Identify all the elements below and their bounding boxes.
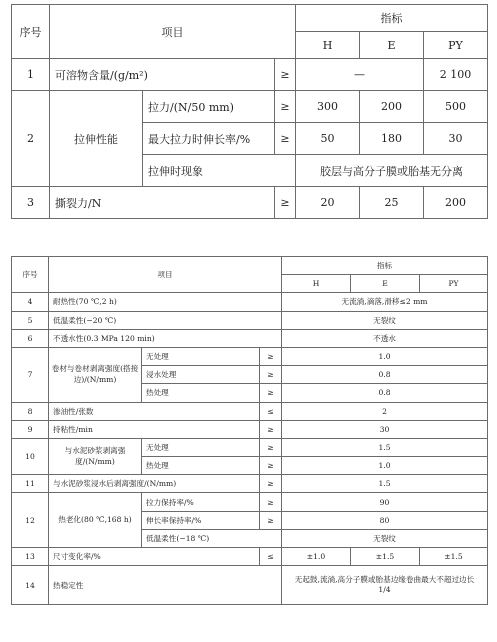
row-item: 热稳定性 xyxy=(49,566,282,605)
row-item: 拉力/(N/50 mm) xyxy=(143,91,275,123)
header-py: PY xyxy=(420,275,488,293)
row-no: 14 xyxy=(12,566,49,605)
row-value: 2 xyxy=(282,402,488,420)
row-item: 持粘性/min xyxy=(49,420,260,438)
row-item: 渗油性/张数 xyxy=(49,402,260,420)
row-item: 撕裂力/N xyxy=(50,187,275,219)
row-item: 伸长率保持率/% xyxy=(142,511,260,529)
row-item: 尺寸变化率/% xyxy=(49,548,260,566)
row-value-h: 20 xyxy=(296,187,360,219)
row-item: 热处理 xyxy=(142,457,260,475)
row-value-e: ±1.5 xyxy=(351,548,420,566)
header-no: 序号 xyxy=(12,257,49,293)
row-no: 10 xyxy=(12,438,49,474)
row-group: 热老化(80 ℃,168 h) xyxy=(49,493,142,548)
row-no: 8 xyxy=(12,402,49,420)
row-op: ≥ xyxy=(260,420,282,438)
row-no: 7 xyxy=(12,347,49,402)
row-value: 0.8 xyxy=(282,366,488,384)
row-item: 热处理 xyxy=(142,384,260,402)
row-value-h: ±1.0 xyxy=(282,548,351,566)
row-item: 低温柔性(−18 ℃) xyxy=(142,529,282,547)
row-item: 低温柔性(−20 ℃) xyxy=(49,311,282,329)
row-item: 不透水性(0.3 MPa 120 min) xyxy=(49,329,282,347)
row-item: 拉力保持率/% xyxy=(142,493,260,511)
row-value-e: 25 xyxy=(360,187,424,219)
row-item: 最大拉力时伸长率/% xyxy=(143,123,275,155)
row-no: 11 xyxy=(12,475,49,493)
row-value: 90 xyxy=(282,493,488,511)
row-value: 无裂纹 xyxy=(282,529,488,547)
row-item: 拉伸时现象 xyxy=(143,155,296,187)
row-value-py: 30 xyxy=(424,123,488,155)
row-value: 1.5 xyxy=(282,475,488,493)
row-no: 12 xyxy=(12,493,49,548)
row-op: ≥ xyxy=(275,123,296,155)
row-no: 2 xyxy=(12,91,50,187)
header-item: 项目 xyxy=(50,5,296,59)
row-value: 80 xyxy=(282,511,488,529)
row-value: 1.5 xyxy=(282,438,488,456)
row-no: 3 xyxy=(12,187,50,219)
row-op: ≥ xyxy=(260,438,282,456)
row-op: ≥ xyxy=(275,187,296,219)
header-e: E xyxy=(360,32,424,59)
row-value: 胶层与高分子膜或胎基无分离 xyxy=(296,155,488,187)
row-value: 0.8 xyxy=(282,384,488,402)
row-item: 无处理 xyxy=(142,438,260,456)
row-op: ≥ xyxy=(275,91,296,123)
row-value: 不透水 xyxy=(282,329,488,347)
row-no: 9 xyxy=(12,420,49,438)
row-group: 拉伸性能 xyxy=(50,91,143,187)
header-item: 项目 xyxy=(49,257,282,293)
row-value: 1.0 xyxy=(282,347,488,365)
row-item: 与水泥砂浆浸水后剥离强度/(N/mm) xyxy=(49,475,260,493)
row-value: 无裂纹 xyxy=(282,311,488,329)
header-h: H xyxy=(296,32,360,59)
physical-properties-table-2 xyxy=(11,256,488,605)
row-no: 6 xyxy=(12,329,49,347)
row-item: 耐热性(70 ℃,2 h) xyxy=(49,293,282,311)
row-item: 浸水处理 xyxy=(142,366,260,384)
row-value-py: 200 xyxy=(424,187,488,219)
row-no: 5 xyxy=(12,311,49,329)
row-no: 1 xyxy=(12,59,50,91)
row-op: ≥ xyxy=(260,493,282,511)
row-value-py: ±1.5 xyxy=(420,548,488,566)
row-op: ≥ xyxy=(275,59,296,91)
row-op: ≥ xyxy=(260,475,282,493)
row-group: 与水泥砂浆剥离强度/(N/mm) xyxy=(49,438,142,474)
row-value-e: 200 xyxy=(360,91,424,123)
header-no: 序号 xyxy=(12,5,50,59)
physical-properties-table-1 xyxy=(11,4,488,219)
row-value-h: 50 xyxy=(296,123,360,155)
row-value-h-e: — xyxy=(296,59,424,91)
row-value: 30 xyxy=(282,420,488,438)
row-op: ≤ xyxy=(260,548,282,566)
row-item: 可溶物含量/(g/m²) xyxy=(50,59,275,91)
row-value-py: 500 xyxy=(424,91,488,123)
row-value-e: 180 xyxy=(360,123,424,155)
row-value-py: 2 100 xyxy=(424,59,488,91)
header-index: 指标 xyxy=(296,5,488,32)
row-group: 卷材与卷材剥离强度(搭接边)/(N/mm) xyxy=(49,347,142,402)
row-op: ≥ xyxy=(260,457,282,475)
row-op: ≤ xyxy=(260,402,282,420)
header-index: 指标 xyxy=(282,257,488,275)
row-op: ≥ xyxy=(260,347,282,365)
row-op: ≥ xyxy=(260,384,282,402)
header-h: H xyxy=(282,275,351,293)
row-no: 13 xyxy=(12,548,49,566)
row-value: 无起鼓,流淌,高分子膜或胎基边缘卷曲最大不超过边长 1/4 xyxy=(282,566,488,605)
row-op: ≥ xyxy=(260,366,282,384)
header-py: PY xyxy=(424,32,488,59)
row-value: 无流淌,滴落,滑移≤2 mm xyxy=(282,293,488,311)
row-no: 4 xyxy=(12,293,49,311)
row-item: 无处理 xyxy=(142,347,260,365)
row-value: 1.0 xyxy=(282,457,488,475)
header-e: E xyxy=(351,275,420,293)
row-op: ≥ xyxy=(260,511,282,529)
row-value-h: 300 xyxy=(296,91,360,123)
